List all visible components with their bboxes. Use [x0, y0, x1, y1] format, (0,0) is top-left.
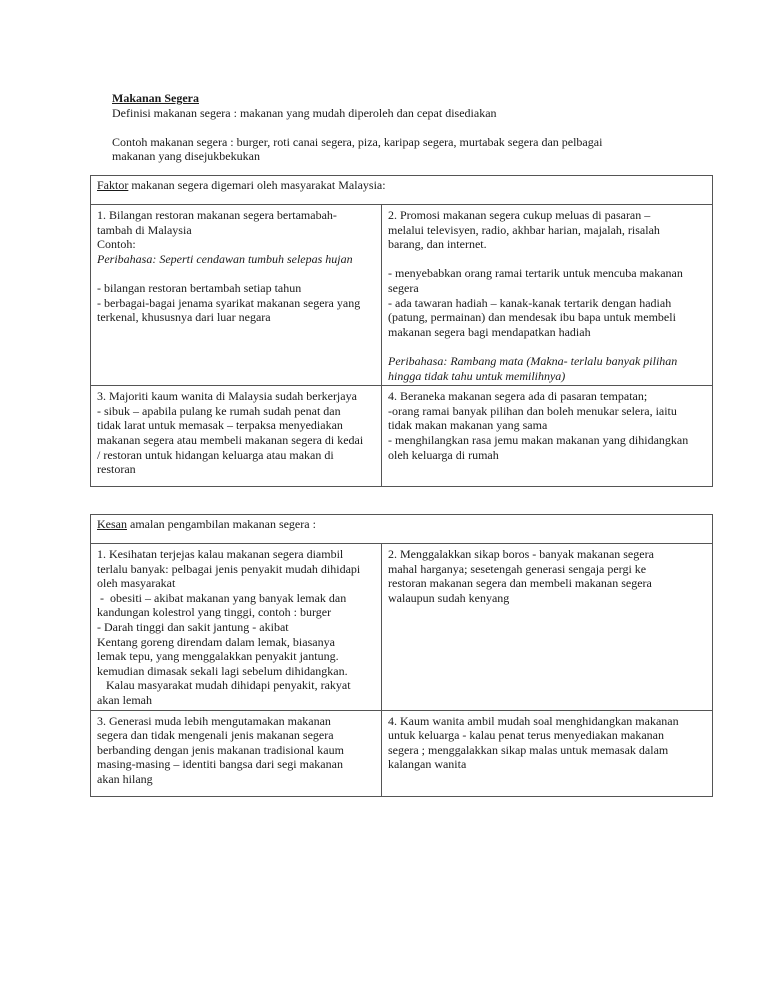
faktor-cell-2-line: (patung, permainan) dan mendesak ibu bapa untuk membeli: [388, 310, 676, 325]
kesan-cell-1-line: - obesiti – akibat makanan yang banyak lemak dan: [97, 590, 347, 605]
faktor-cell-3-line: 3. Majoriti kaum wanita di Malaysia sudah berkerjaya: [97, 389, 357, 404]
kesan-cell-4-line: untuk keluarga - kalau penat terus menyediakan makanan: [388, 728, 665, 743]
kesan-cell-1-line: akan lemah: [97, 692, 152, 707]
faktor-cell-1-line: - berbagai-bagai jenama syarikat makanan segera yang: [97, 295, 361, 310]
faktor-cell-2: [382, 205, 713, 386]
kesan-cell-3-line: segera dan tidak mengenali jenis makanan segera: [97, 728, 334, 743]
faktor-table: [90, 175, 713, 487]
faktor-cell-2-proverb: Peribahasa: Rambang mata (Makna- terlalu banyak pilihan: [388, 353, 678, 368]
faktor-cell-3-line: - sibuk – apabila pulang ke rumah sudah penat dan: [97, 403, 341, 418]
definition-text: Definisi makanan segera : makanan yang mudah diperoleh dan cepat disediakan: [112, 105, 497, 120]
faktor-cell-3: [91, 386, 382, 487]
kesan-cell-1-line: lemak tepu, yang menggalakkan penyakit jantung.: [97, 649, 339, 664]
faktor-cell-4-line: 4. Beraneka makanan segera ada di pasaran tempatan;: [388, 389, 648, 404]
faktor-cell-2-line: 2. Promosi makanan segera cukup meluas di pasaran –: [388, 208, 651, 222]
kesan-cell-3-line: akan hilang: [97, 771, 153, 786]
examples-text-line-1: Contoh makanan segera : burger, roti canai segera, piza, karipap segera, murtabak segera dan pelbagai: [112, 134, 603, 149]
kesan-cell-1-line: oleh masyarakat: [97, 576, 176, 591]
kesan-cell-1-line: 1. Kesihatan terjejas kalau makanan segera diambil: [97, 547, 344, 561]
kesan-cell-4: [382, 710, 713, 796]
spacer: [112, 120, 712, 135]
faktor-cell-3-line: makanan segera atau membeli makanan segera di kedai: [97, 432, 364, 447]
kesan-cell-1-line: kemudian dimasak sekali lagi sebelum dihidangkan.: [97, 663, 348, 678]
kesan-cell-1-line: kandungan kolestrol yang tinggi, contoh : burger: [97, 605, 332, 620]
faktor-header-cell: [91, 176, 713, 205]
intro-section: [112, 91, 712, 164]
spacer: [388, 252, 706, 267]
spacer: [388, 339, 706, 354]
faktor-cell-2-line: - menyebabkan orang ramai tertarik untuk mencuba makanan: [388, 266, 683, 281]
faktor-cell-4-line: -orang ramai banyak pilihan dan boleh menukar selera, iaitu: [388, 403, 677, 418]
kesan-header-text: amalan pengambilan makanan segera :: [127, 517, 316, 531]
kesan-header-cell: [91, 515, 713, 544]
faktor-cell-3-line: restoran: [97, 462, 136, 477]
faktor-cell-2-line: makanan segera bagi mendapatkan hadiah: [388, 324, 591, 339]
kesan-cell-3-line: masing-masing – identiti bangsa dari segi makanan: [97, 757, 343, 772]
faktor-cell-1-proverb: Peribahasa: Seperti cendawan tumbuh selepas hujan: [97, 251, 353, 266]
faktor-cell-4-line: - menghilangkan rasa jemu makan makanan yang dihidangkan: [388, 432, 689, 447]
faktor-row-2: [91, 386, 713, 487]
kesan-row-2: [91, 710, 713, 796]
faktor-cell-4-line: tidak makan makanan yang sama: [388, 418, 548, 433]
kesan-cell-4-line: segera ; menggalakkan sikap malas untuk memasak dalam: [388, 742, 669, 757]
examples-text-line-2: makanan yang disejukbekukan: [112, 149, 260, 164]
faktor-header-underlined: Faktor: [97, 178, 129, 192]
kesan-cell-1-line: - Darah tinggi dan sakit jantung - akibat: [97, 619, 289, 634]
faktor-cell-2-line: - ada tawaran hadiah – kanak-kanak tertarik dengan hadiah: [388, 295, 672, 310]
faktor-row-1: [91, 205, 713, 386]
kesan-cell-2: [382, 544, 713, 711]
page-title: Makanan Segera: [112, 91, 199, 105]
faktor-cell-1: [91, 205, 382, 386]
kesan-header-row: [91, 515, 713, 544]
kesan-cell-3-line: 3. Generasi muda lebih mengutamakan makanan: [97, 713, 331, 728]
kesan-row-1: [91, 544, 713, 711]
kesan-cell-4-line: kalangan wanita: [388, 757, 467, 772]
faktor-cell-3-line: / restoran untuk hidangan keluarga atau makan di: [97, 447, 334, 462]
kesan-cell-2-line: walaupun sudah kenyang: [388, 590, 510, 605]
kesan-cell-1-line: terlalu banyak: pelbagai jenis penyakit mudah dihidapi: [97, 561, 361, 576]
faktor-header-row: [91, 176, 713, 205]
faktor-cell-1-line: - bilangan restoran bertambah setiap tahun: [97, 280, 302, 295]
kesan-cell-1: [91, 544, 382, 711]
faktor-cell-2-line: barang, dan internet.: [388, 237, 487, 252]
kesan-cell-4-line: 4. Kaum wanita ambil mudah soal menghidangkan makanan: [388, 713, 679, 728]
kesan-cell-2-line: restoran makanan segera dan membeli makanan segera: [388, 576, 652, 591]
faktor-cell-4-line: oleh keluarga di rumah: [388, 447, 499, 462]
faktor-cell-1-line: tambah di Malaysia: [97, 222, 192, 237]
faktor-cell-1-line: terkenal, khususnya dari luar negara: [97, 310, 271, 325]
faktor-cell-2-line: melalui televisyen, radio, akhbar harian, majalah, risalah: [388, 222, 660, 237]
faktor-cell-1-line: Contoh:: [97, 237, 136, 252]
faktor-cell-1-line: 1. Bilangan restoran makanan segera bertamabah-: [97, 208, 337, 222]
faktor-cell-3-line: tidak larat untuk memasak – terpaksa menyediakan: [97, 418, 343, 433]
kesan-cell-1-line: Kentang goreng direndam dalam lemak, biasanya: [97, 634, 335, 649]
spacer: [97, 266, 375, 281]
kesan-table: [90, 514, 713, 797]
faktor-cell-2-line: segera: [388, 280, 419, 295]
kesan-cell-2-line: mahal harganya; sesetengah generasi sengaja pergi ke: [388, 561, 647, 576]
kesan-header-underlined: Kesan: [97, 517, 127, 531]
kesan-cell-3-line: berbanding dengan jenis makanan tradisional kaum: [97, 742, 344, 757]
faktor-cell-2-proverb: hingga tidak tahu untuk memilihnya): [388, 368, 566, 383]
kesan-cell-2-line: 2. Menggalakkan sikap boros - banyak makanan segera: [388, 547, 654, 561]
kesan-cell-1-line: Kalau masyarakat mudah dihidapi penyakit, rakyat: [97, 678, 351, 693]
faktor-cell-4: [382, 386, 713, 487]
kesan-cell-3: [91, 710, 382, 796]
faktor-header-text: makanan segera digemari oleh masyarakat Malaysia:: [128, 178, 386, 192]
